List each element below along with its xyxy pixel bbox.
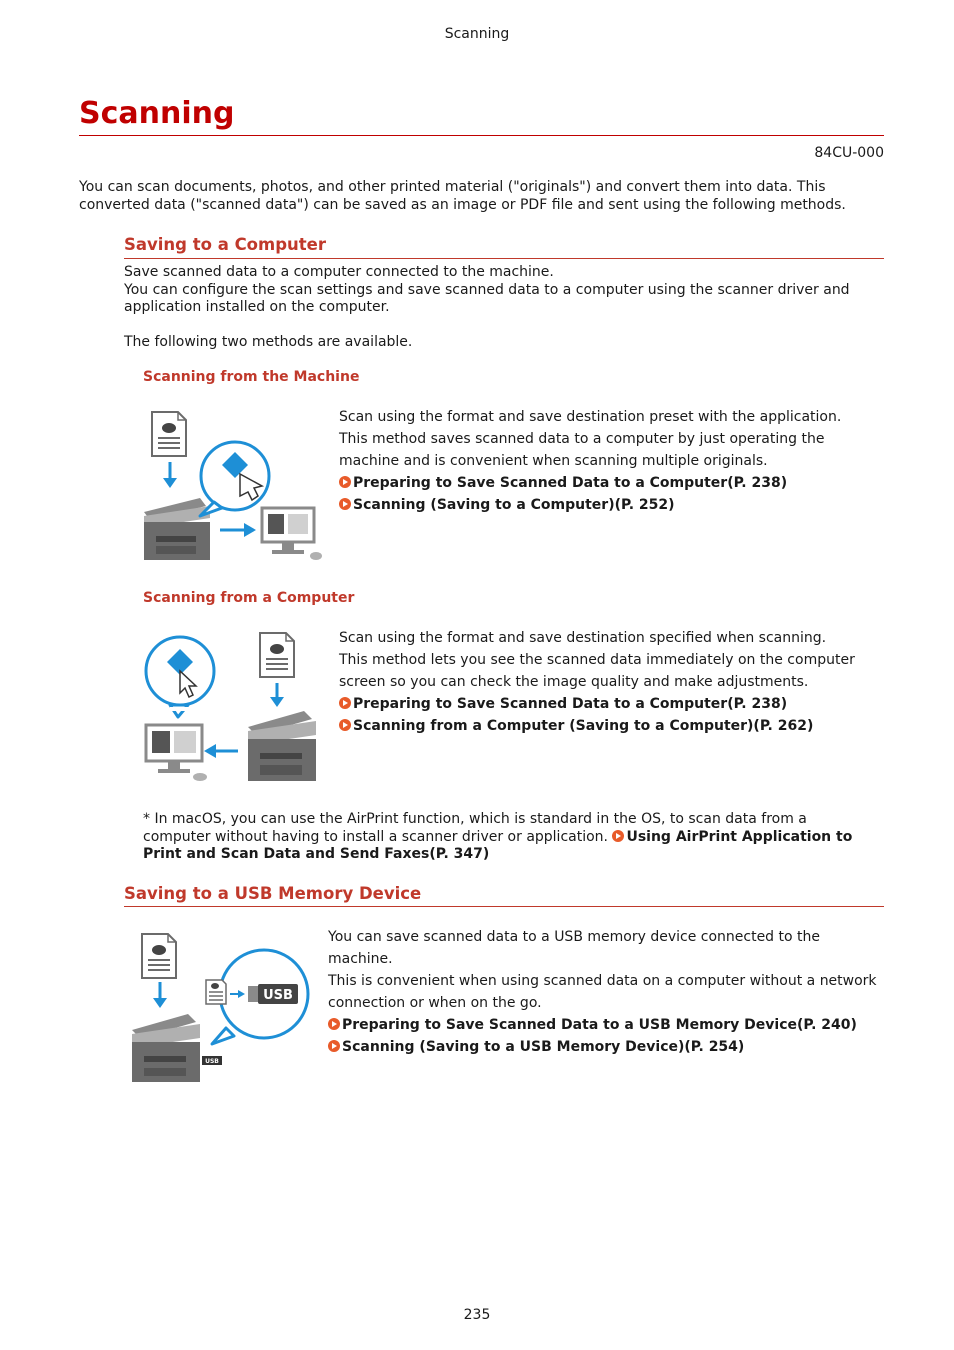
link-arrow-icon (339, 719, 351, 731)
link-arrow-icon (339, 697, 351, 709)
section-heading-computer: Saving to a Computer (124, 235, 326, 254)
link-scanning-saving-computer[interactable] (339, 494, 884, 516)
usb-line1: You can save scanned data to a USB memory device connected to the machine. (328, 929, 820, 967)
cursor-icon (146, 637, 214, 717)
section-heading-usb: Saving to a USB Memory Device (124, 884, 422, 903)
intro-paragraph: You can scan documents, photos, and other printed material ("originals") and convert them into data. This converted data ("scanned data") can be saved as an image or PDF file and sent using the following methods. (79, 179, 846, 213)
link-label: Preparing to Save Scanned Data to a USB Memory Device(P. 240) (342, 1017, 857, 1033)
link-label: Preparing to Save Scanned Data to a Computer(P. 238) (353, 696, 788, 712)
methods-intro: The following two methods are available. (124, 334, 413, 350)
link-scanning-saving-usb[interactable] (328, 1036, 884, 1058)
illustration-save-usb (128, 928, 313, 1088)
usb-text (328, 926, 884, 1058)
usb-small-label: USB (205, 1058, 219, 1065)
usb-line2: This is convenient when using scanned data on a computer without a network connection or when on the go. (328, 973, 877, 1011)
subheading-from-machine: Scanning from the Machine (143, 369, 360, 385)
macos-note-text: * In macOS, you can use the AirPrint function, which is standard in the OS, to scan data from a computer without having to install a scanner driver or application. (143, 811, 807, 845)
link-label: Using AirPrint Application to Print and Scan Data and Send Faxes(P. 347) (143, 828, 853, 862)
from-computer-line1: Scan using the format and save destination specified when scanning. (339, 630, 827, 646)
link-label: Scanning from a Computer (Saving to a Computer)(P. 262) (353, 718, 814, 734)
link-label: Scanning (Saving to a USB Memory Device)(P. 254) (342, 1039, 745, 1055)
link-arrow-icon (612, 830, 624, 842)
link-preparing-save-computer[interactable] (339, 472, 884, 494)
document-code: 84CU-000 (814, 145, 884, 161)
link-arrow-icon (339, 498, 351, 510)
section-divider-usb (124, 906, 884, 907)
link-preparing-save-computer-2[interactable] (339, 693, 884, 715)
document-icon (260, 633, 294, 677)
scanner-icon (132, 1014, 222, 1082)
usb-memory-icon (206, 950, 308, 1044)
link-label: Scanning (Saving to a Computer)(P. 252) (353, 497, 675, 513)
usb-label: USB (263, 988, 293, 1003)
from-machine-text (339, 406, 884, 516)
illustration-scan-from-computer (140, 627, 325, 787)
subheading-from-computer: Scanning from a Computer (143, 590, 355, 606)
link-label: Preparing to Save Scanned Data to a Computer(P. 238) (353, 475, 788, 491)
link-arrow-icon (328, 1040, 340, 1052)
scanner-icon (144, 498, 210, 560)
section-divider-computer (124, 258, 884, 259)
macos-note (143, 811, 873, 864)
link-scanning-from-computer[interactable] (339, 715, 884, 737)
computer-desc-line2: You can configure the scan settings and save scanned data to a computer using the scanner driver and application installed on the computer. (124, 281, 850, 315)
from-computer-line2: This method lets you see the scanned data immediately on the computer screen so you can check the image quality and make adjustments. (339, 652, 855, 690)
page-title: Scanning (79, 96, 235, 131)
computer-icon (262, 508, 322, 560)
running-header: Scanning (444, 26, 510, 42)
scanner-icon (248, 711, 316, 781)
touch-hand-icon (200, 442, 269, 516)
link-arrow-icon (328, 1018, 340, 1030)
page-number: 235 (463, 1307, 491, 1323)
link-preparing-save-usb[interactable] (328, 1014, 884, 1036)
from-computer-text (339, 627, 884, 737)
from-machine-line2: This method saves scanned data to a computer by just operating the machine and is convenient when scanning multiple originals. (339, 431, 825, 469)
computer-icon (146, 725, 207, 781)
from-machine-line1: Scan using the format and save destination preset with the application. (339, 409, 842, 425)
computer-description (124, 264, 884, 317)
illustration-scan-from-machine (140, 406, 325, 566)
link-arrow-icon (339, 476, 351, 488)
computer-desc-line1: Save scanned data to a computer connected to the machine. (124, 264, 554, 280)
document-icon (142, 934, 176, 978)
title-divider (79, 135, 884, 136)
document-icon (152, 412, 186, 456)
